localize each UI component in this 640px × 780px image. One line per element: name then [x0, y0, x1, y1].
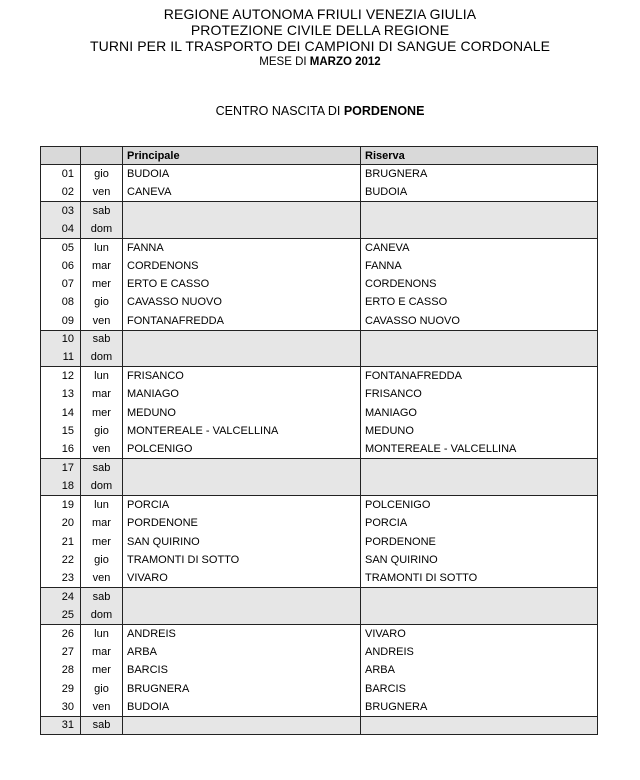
- table-row: [41, 551, 598, 569]
- table-row: [41, 312, 598, 330]
- riserva-cell: [361, 330, 598, 348]
- department-title: PROTEZIONE CIVILE DELLA REGIONE: [190, 22, 450, 38]
- table-row: [41, 643, 598, 661]
- weekday-cell: ven: [81, 569, 123, 587]
- day-number-cell: 05: [41, 238, 81, 256]
- principale-cell: BUDOIA: [123, 698, 361, 716]
- riserva-cell: FANNA: [361, 256, 598, 274]
- riserva-cell: CAVASSO NUOVO: [361, 312, 598, 330]
- weekday-cell: mer: [81, 661, 123, 679]
- riserva-cell: [361, 459, 598, 477]
- day-number-cell: 14: [41, 404, 81, 422]
- principale-cell: [123, 348, 361, 366]
- principale-cell: PORDENONE: [123, 514, 361, 532]
- riserva-cell: POLCENIGO: [361, 496, 598, 514]
- weekday-cell: dom: [81, 606, 123, 624]
- principale-cell: MEDUNO: [123, 404, 361, 422]
- day-number-cell: 12: [41, 367, 81, 385]
- day-number-cell: 01: [41, 165, 81, 183]
- day-number-cell: 26: [41, 624, 81, 642]
- weekday-cell: lun: [81, 496, 123, 514]
- weekday-cell: dom: [81, 477, 123, 495]
- principale-cell: POLCENIGO: [123, 440, 361, 458]
- table-row: [41, 165, 598, 183]
- day-number-cell: 28: [41, 661, 81, 679]
- table-row: [41, 661, 598, 679]
- table-row: [41, 679, 598, 697]
- riserva-cell: PORCIA: [361, 514, 598, 532]
- birth-center-line: [0, 104, 640, 118]
- weekday-cell: gio: [81, 551, 123, 569]
- day-number-cell: 08: [41, 293, 81, 311]
- principale-cell: BARCIS: [123, 661, 361, 679]
- table-row: [41, 440, 598, 458]
- principale-cell: MANIAGO: [123, 385, 361, 403]
- principale-cell: VIVARO: [123, 569, 361, 587]
- principale-cell: FANNA: [123, 238, 361, 256]
- principale-cell: ERTO E CASSO: [123, 275, 361, 293]
- riserva-cell: BUDOIA: [361, 183, 598, 201]
- column-header-day-number: [41, 147, 81, 165]
- weekday-cell: lun: [81, 367, 123, 385]
- weekend-row: [41, 606, 598, 624]
- birth-center-prefix: CENTRO NASCITA DI: [215, 104, 344, 118]
- table-body: [41, 165, 598, 735]
- riserva-cell: SAN QUIRINO: [361, 551, 598, 569]
- day-number-cell: 18: [41, 477, 81, 495]
- weekday-cell: ven: [81, 698, 123, 716]
- day-number-cell: 03: [41, 201, 81, 219]
- day-number-cell: 27: [41, 643, 81, 661]
- weekday-cell: gio: [81, 293, 123, 311]
- month-line: [0, 55, 640, 69]
- weekday-cell: mar: [81, 514, 123, 532]
- principale-cell: BRUGNERA: [123, 679, 361, 697]
- table-row: [41, 496, 598, 514]
- column-header-principale: Principale: [123, 147, 361, 165]
- day-number-cell: 21: [41, 532, 81, 550]
- table-row: [41, 698, 598, 716]
- day-number-cell: 10: [41, 330, 81, 348]
- weekend-row: [41, 220, 598, 238]
- weekday-cell: mar: [81, 643, 123, 661]
- day-number-cell: 25: [41, 606, 81, 624]
- principale-cell: CORDENONS: [123, 256, 361, 274]
- riserva-cell: FRISANCO: [361, 385, 598, 403]
- day-number-cell: 30: [41, 698, 81, 716]
- principale-cell: FRISANCO: [123, 367, 361, 385]
- riserva-cell: MANIAGO: [361, 404, 598, 422]
- riserva-cell: CORDENONS: [361, 275, 598, 293]
- riserva-cell: ARBA: [361, 661, 598, 679]
- riserva-cell: BARCIS: [361, 679, 598, 697]
- principale-cell: ARBA: [123, 643, 361, 661]
- weekday-cell: mar: [81, 385, 123, 403]
- birth-center-name: PORDENONE: [343, 104, 425, 118]
- day-number-cell: 23: [41, 569, 81, 587]
- weekday-cell: sab: [81, 201, 123, 219]
- day-number-cell: 22: [41, 551, 81, 569]
- day-number-cell: 16: [41, 440, 81, 458]
- riserva-cell: [361, 587, 598, 605]
- day-number-cell: 24: [41, 587, 81, 605]
- weekday-cell: dom: [81, 348, 123, 366]
- riserva-cell: TRAMONTI DI SOTTO: [361, 569, 598, 587]
- table-row: [41, 293, 598, 311]
- month-prefix: MESE DI: [259, 56, 310, 68]
- weekday-cell: mer: [81, 532, 123, 550]
- weekday-cell: mer: [81, 404, 123, 422]
- riserva-cell: [361, 606, 598, 624]
- table-row: [41, 385, 598, 403]
- day-number-cell: 17: [41, 459, 81, 477]
- weekend-row: [41, 201, 598, 219]
- day-number-cell: 31: [41, 716, 81, 734]
- table-row: [41, 367, 598, 385]
- principale-cell: FONTANAFREDDA: [123, 312, 361, 330]
- principale-cell: [123, 459, 361, 477]
- day-number-cell: 04: [41, 220, 81, 238]
- principale-cell: [123, 477, 361, 495]
- riserva-cell: FONTANAFREDDA: [361, 367, 598, 385]
- principale-cell: [123, 330, 361, 348]
- month-value: MARZO 2012: [309, 56, 381, 68]
- day-number-cell: 02: [41, 183, 81, 201]
- column-header-riserva: Riserva: [361, 147, 598, 165]
- weekday-cell: sab: [81, 330, 123, 348]
- riserva-cell: PORDENONE: [361, 532, 598, 550]
- principale-cell: [123, 716, 361, 734]
- weekday-cell: sab: [81, 459, 123, 477]
- table-row: [41, 624, 598, 642]
- weekday-cell: lun: [81, 624, 123, 642]
- riserva-cell: [361, 716, 598, 734]
- table-row: [41, 532, 598, 550]
- table-row: [41, 422, 598, 440]
- riserva-cell: [361, 477, 598, 495]
- principale-cell: SAN QUIRINO: [123, 532, 361, 550]
- riserva-cell: [361, 201, 598, 219]
- table-row: [41, 514, 598, 532]
- table-row: [41, 238, 598, 256]
- weekday-cell: sab: [81, 587, 123, 605]
- riserva-cell: ERTO E CASSO: [361, 293, 598, 311]
- weekend-row: [41, 348, 598, 366]
- weekday-cell: gio: [81, 679, 123, 697]
- day-number-cell: 07: [41, 275, 81, 293]
- principale-cell: PORCIA: [123, 496, 361, 514]
- principale-cell: [123, 606, 361, 624]
- weekend-row: [41, 477, 598, 495]
- riserva-cell: ANDREIS: [361, 643, 598, 661]
- riserva-cell: CANEVA: [361, 238, 598, 256]
- day-number-cell: 09: [41, 312, 81, 330]
- day-number-cell: 11: [41, 348, 81, 366]
- weekend-row: [41, 587, 598, 605]
- weekday-cell: ven: [81, 312, 123, 330]
- table-row: [41, 256, 598, 274]
- table-row: [41, 569, 598, 587]
- document-title: TURNI PER IL TRASPORTO DEI CAMPIONI DI SANGUE CORDONALE: [89, 38, 551, 54]
- weekday-cell: gio: [81, 422, 123, 440]
- shift-table: [40, 146, 598, 735]
- principale-cell: [123, 201, 361, 219]
- table-row: [41, 183, 598, 201]
- principale-cell: MONTEREALE - VALCELLINA: [123, 422, 361, 440]
- principale-cell: BUDOIA: [123, 165, 361, 183]
- riserva-cell: [361, 220, 598, 238]
- riserva-cell: BRUGNERA: [361, 698, 598, 716]
- riserva-cell: BRUGNERA: [361, 165, 598, 183]
- riserva-cell: MEDUNO: [361, 422, 598, 440]
- weekday-cell: gio: [81, 165, 123, 183]
- weekday-cell: ven: [81, 183, 123, 201]
- principale-cell: [123, 220, 361, 238]
- riserva-cell: VIVARO: [361, 624, 598, 642]
- weekday-cell: sab: [81, 716, 123, 734]
- day-number-cell: 29: [41, 679, 81, 697]
- riserva-cell: MONTEREALE - VALCELLINA: [361, 440, 598, 458]
- principale-cell: ANDREIS: [123, 624, 361, 642]
- principale-cell: [123, 587, 361, 605]
- principale-cell: TRAMONTI DI SOTTO: [123, 551, 361, 569]
- column-header-weekday: [81, 147, 123, 165]
- weekend-row: [41, 716, 598, 734]
- weekday-cell: mar: [81, 256, 123, 274]
- day-number-cell: 20: [41, 514, 81, 532]
- weekend-row: [41, 459, 598, 477]
- weekday-cell: mer: [81, 275, 123, 293]
- table-row: [41, 404, 598, 422]
- riserva-cell: [361, 348, 598, 366]
- day-number-cell: 13: [41, 385, 81, 403]
- day-number-cell: 19: [41, 496, 81, 514]
- day-number-cell: 06: [41, 256, 81, 274]
- table-row: [41, 275, 598, 293]
- region-title: REGIONE AUTONOMA FRIULI VENEZIA GIULIA: [163, 6, 477, 22]
- principale-cell: CAVASSO NUOVO: [123, 293, 361, 311]
- weekday-cell: dom: [81, 220, 123, 238]
- weekday-cell: lun: [81, 238, 123, 256]
- document-header: [0, 6, 640, 69]
- principale-cell: CANEVA: [123, 183, 361, 201]
- day-number-cell: 15: [41, 422, 81, 440]
- table-header-row: [41, 147, 598, 165]
- weekday-cell: ven: [81, 440, 123, 458]
- weekend-row: [41, 330, 598, 348]
